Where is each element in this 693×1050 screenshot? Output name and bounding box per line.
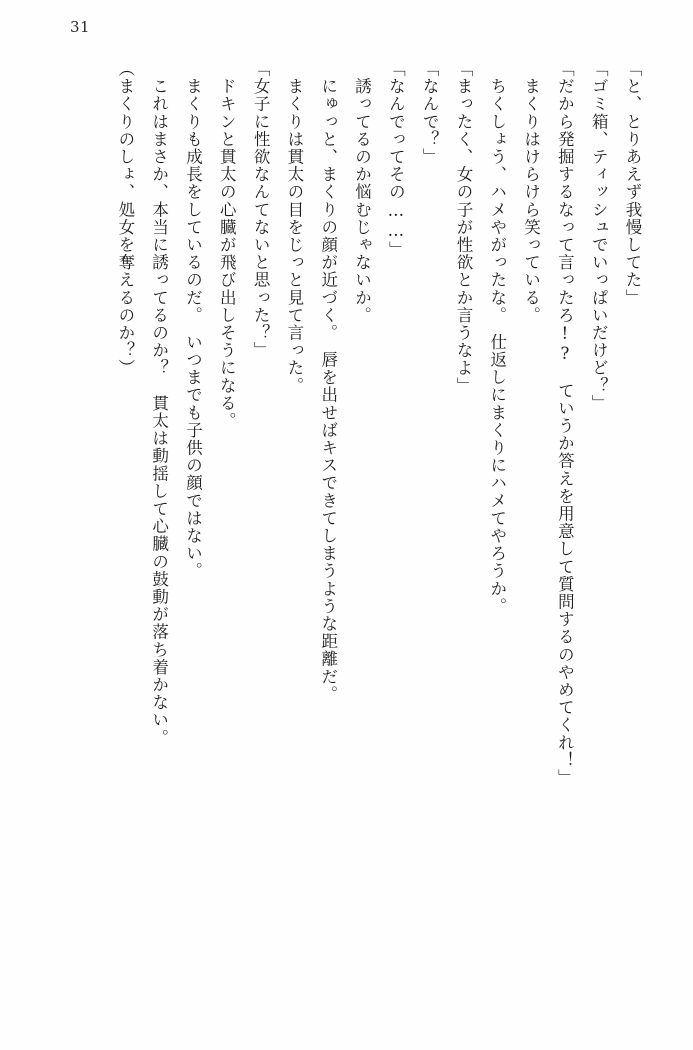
paragraph: まくりも成長をしているのだ。 いつまでも子供の顔ではない。 xyxy=(183,60,203,580)
paragraph: 「だから発掘するなって言ったろ!? ていうか答えを用意して質問するのやめてくれ！」 xyxy=(555,60,575,787)
paragraph: 「なんでってその……」 xyxy=(386,60,406,259)
paragraph: 「ゴミ箱、ティッシュでいっぱいだけど？」 xyxy=(589,60,609,412)
paragraph: まくりはけらけら笑っている。 xyxy=(521,60,541,324)
paragraph: （まくりのしょ、処女を奪えるのか？） xyxy=(115,60,135,377)
paragraph: これはまさか、本当に誘ってるのか？ 貫太は動揺して心臓の鼓動が落ち着かない。 xyxy=(149,60,169,747)
page-number: 31 xyxy=(70,18,91,36)
paragraph: 「女子に性欲なんてないと思った？」 xyxy=(251,60,271,360)
paragraph: 「なんで？」 xyxy=(420,60,440,166)
vertical-text-body xyxy=(89,60,649,1020)
paragraph: ドキンと貫太の心臓が飛び出しそうになる。 xyxy=(217,60,237,430)
paragraph: にゅっと、まくりの顔が近づく。 唇を出せばキスできてしまうような距離だ。 xyxy=(318,60,338,703)
paragraph: 誘ってるのか悩むじゃないか。 xyxy=(352,60,372,324)
paragraph: 「まったく、女の子が性欲とか言うなよ」 xyxy=(453,60,473,395)
paragraph: 「と、とりあえず我慢してた」 xyxy=(623,60,642,307)
paragraph: ちくしょう、ハメやがったな。 仕返しにまくりにハメてやろうか。 xyxy=(487,60,507,615)
paragraph: まくりは貫太の目をじっと見て言った。 xyxy=(284,60,304,395)
